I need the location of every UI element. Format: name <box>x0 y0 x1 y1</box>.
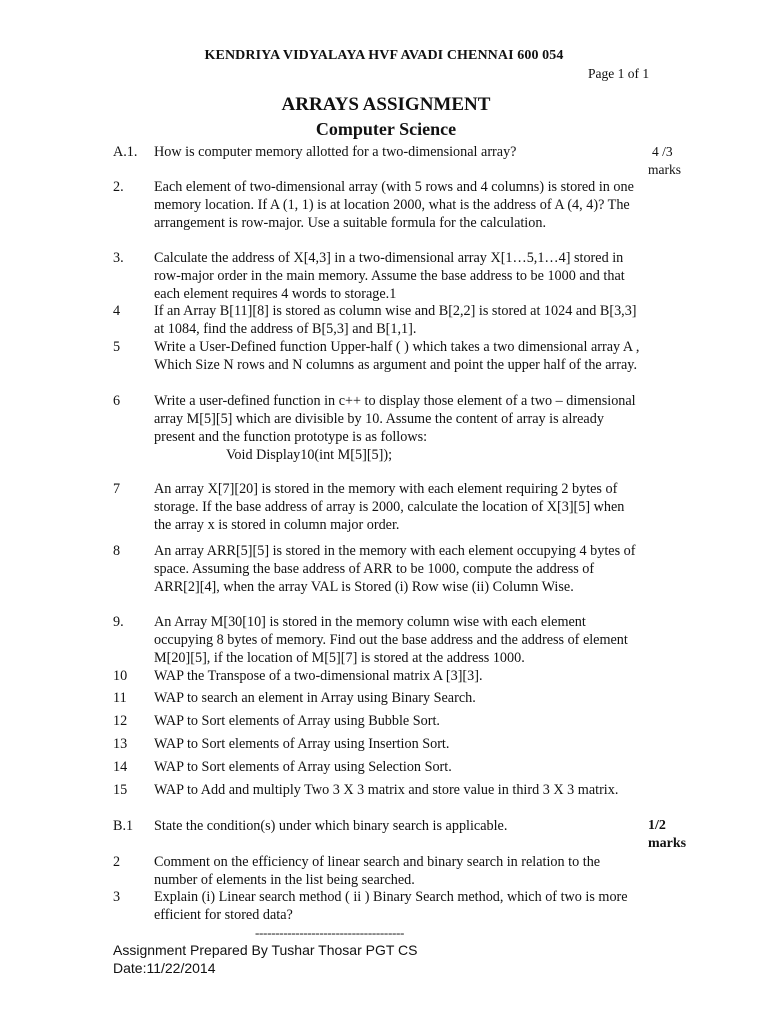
question-text: Each element of two-dimensional array (with 5 rows and 4 columns) is stored in one memory location. If A (1, 1) is at location 2000, what is the address of A (4, 4)? The arrangement is row-major. Use a suitable formula for the calculation. <box>154 179 634 231</box>
question-number: 6 <box>113 393 121 409</box>
question-text: Calculate the address of X[4,3] in a two-dimensional array X[1…5,1…4] stored in row-major order in the main memory. Assume the base address to be 1000 and that each element requires 4 words to storage.1 <box>154 250 625 302</box>
question-text: If an Array B[11][8] is stored as column wise and B[2,2] is stored at 1024 and B[3,3] at 1084, find the address of B[5,3] and B[1,1]. <box>154 303 637 337</box>
question-text: An array ARR[5][5] is stored in the memory with each element occupying 4 bytes of space. Assuming the base address of ARR to be 1000, compute the address of ARR[2][4], when the array VAL is Stored (i) Row wise (ii) Column Wise. <box>154 543 636 595</box>
question-text: Write a user-defined function in c++ to display those element of a two – dimensional array M[5][5] which are divisible by 10. Assume the content of array is already present and the function prototype is as follows: <box>154 393 636 445</box>
question-number: 8 <box>113 543 121 559</box>
question-number: 4 <box>113 303 121 319</box>
question-number: A.1. <box>113 144 138 160</box>
question-text: WAP to Sort elements of Array using Bubble Sort. <box>154 713 440 729</box>
question-text: State the condition(s) under which binary search is applicable. <box>154 818 508 834</box>
question-number: 13 <box>113 736 128 752</box>
function-prototype: Void Display10(int M[5][5]); <box>226 447 393 463</box>
question-number: 2 <box>113 854 121 870</box>
page-number: Page 1 of 1 <box>588 66 650 81</box>
question-text: Write a User-Defined function Upper-half ( ) which takes a two dimensional array A , Which Size N rows and N columns as argument and point the upper half of the array. <box>154 339 640 373</box>
question-number: 15 <box>113 782 128 798</box>
question-number: 9. <box>113 614 124 630</box>
question-number: 2. <box>113 179 124 195</box>
question-text: WAP to Sort elements of Array using Insertion Sort. <box>154 736 450 752</box>
marks-a <box>648 143 681 179</box>
school-name: KENDRIYA VIDYALAYA HVF AVADI CHENNAI 600 054 <box>204 48 564 63</box>
question-number: 10 <box>113 668 128 684</box>
question-number: 3 <box>113 889 121 905</box>
marks-a-value: 4 /3 <box>652 144 673 159</box>
marks-b <box>648 817 686 853</box>
question-number: 12 <box>113 713 128 729</box>
question-text: An array X[7][20] is stored in the memory with each element requiring 2 bytes of storage. If the base address of array is 2000, calculate the location of X[3][5] when the array x is stored in column major order. <box>154 481 625 533</box>
question-text: WAP the Transpose of a two-dimensional matrix A [3][3]. <box>154 668 483 684</box>
question-text: An Array M[30[10] is stored in the memory column wise with each element occupying 8 bytes of memory. Find out the base address and the address of element M[20][5], if the location of M[5][7] is stored at the address 1000. <box>154 614 628 666</box>
question-text: Explain (i) Linear search method ( ii ) Binary Search method, which of two is more efficient for stored data? <box>154 889 628 923</box>
question-number: 14 <box>113 759 128 775</box>
marks-b-value: 1/2 <box>648 818 666 833</box>
question-text: WAP to Sort elements of Array using Selection Sort. <box>154 759 452 775</box>
question-number: 11 <box>113 690 127 706</box>
question-number: 5 <box>113 339 121 355</box>
question-text: WAP to search an element in Array using Binary Search. <box>154 690 476 706</box>
page-subtitle: Computer Science <box>315 119 457 139</box>
marks-a-unit: marks <box>648 162 681 177</box>
separator-line: ------------------------------------- <box>255 925 405 940</box>
date-line: Date:11/22/2014 <box>113 960 216 976</box>
question-number: B.1 <box>113 818 134 834</box>
question-text: How is computer memory allotted for a two-dimensional array? <box>154 144 517 160</box>
marks-b-unit: marks <box>648 836 687 851</box>
question-number: 7 <box>113 481 121 497</box>
page-title: ARRAYS ASSIGNMENT <box>281 94 491 115</box>
question-text: Comment on the efficiency of linear search and binary search in relation to the number of elements in the list being searched. <box>154 854 601 888</box>
question-text: WAP to Add and multiply Two 3 X 3 matrix and store value in third 3 X 3 matrix. <box>154 782 619 798</box>
question-number: 3. <box>113 250 124 266</box>
prepared-by: Assignment Prepared By Tushar Thosar PGT CS <box>113 942 418 958</box>
